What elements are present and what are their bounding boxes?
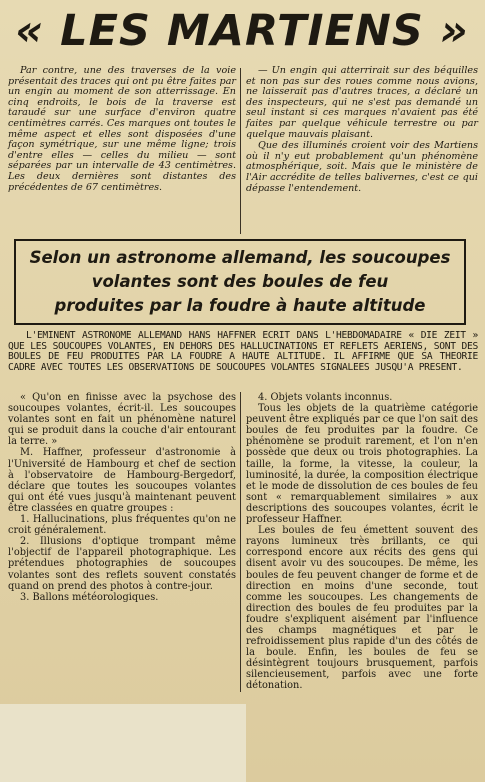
column-divider: [240, 392, 241, 692]
blank-paper-area: [0, 704, 246, 782]
paragraph: Par contre, une des traverses de la voie présentait des traces qui ont pu être faites par un engin au moment de son atterrissage. En cinq endroits, le bois de la traverse est taraudé sur une surface d'environ quatre centimètres carrés. Ces marques ont toutes le même aspect et elles sont disposées d'une façon symétrique, sur une même ligne; trois d'entre elles — celles du milieu — sont séparées par un intervalle de 43 centimètres. Les deux dernières sont distantes des précédentes de 67 centimètres.: [8, 65, 236, 193]
intro-column-right: [246, 66, 478, 194]
subheadline-line: produites par la foudre à haute altitude: [54, 296, 426, 315]
subheadline-line: Selon un astronome allemand, les soucoupes: [29, 248, 451, 267]
lead-text: L'EMINENT ASTRONOME ALLEMAND HANS HAFFNER ECRIT DANS L'HEBDOMADAIRE « DIE ZEIT » QUE LES SOUCOUPES VOLANTES, EN DEHORS DES HALLUCINATIONS ET REFLETS AERIENS, SONT DES BOULES DE FEU PRODUITES PAR LA FOUDRE A HAUTE ALTITUDE. IL AFFIRME QUE SA THEORIE CADRE AVEC TOUTES LES OBSERVATIONS DE SOUCOUPES VOLANTES SIGNALEES JUSQU'A PRESENT.: [8, 330, 478, 373]
intro-column-left: [8, 66, 236, 193]
paragraph: Les boules de feu émettent souvent des rayons lumineux très brillants, ce qui correspond encore aux récits des gens qui disent avoir vu des soucoupes. De même, les boules de feu peuvent changer de forme et de direction en moins d'une seconde, tout comme les soucoupes. Les changements de direction des boules de feu produites par la foudre s'expliquent aisément par l'influence des champs magnétiques et par le refroidissement plus rapide d'un des côtés de la boule. Enfin, les boules de feu se désintègrent toujours brusquement, parfois silencieusement, parfois avec une forte détonation.: [246, 525, 478, 692]
body-column-right: [246, 392, 478, 692]
list-item: 2. Illusions d'optique trompant même l'objectif de l'appareil photographique. Les prétendues photographies de soucoupes volantes sont des reflets souvent constatés quand on prend des photos à contre-jour.: [8, 536, 236, 592]
list-item: 1. Hallucinations, plus fréquentes qu'on ne croit généralement.: [8, 514, 236, 537]
subheadline-line: volantes sont des boules de feu: [91, 272, 389, 291]
paragraph: « Qu'on en finisse avec la psychose des soucoupes volantes, écrit-il. Les soucoupes volantes sont en fait un phénomène naturel qui se produit dans la couche d'air entourant la terre. »: [8, 392, 236, 448]
paragraph: — Un engin qui atterrirait sur des béquilles et non pas sur des roues comme nous avions, ne laisserait pas d'autres traces, a déclaré un des inspecteurs, qui ne s'est pas demandé un seul instant si ces marques n'avaient pas été faites par quelque véhicule terrestre ou par quelque mauvais plaisant.: [246, 65, 478, 140]
headline: « LES MARTIENS »: [15, 6, 469, 56]
subheadline: [30, 246, 451, 318]
subheadline-box: [14, 239, 466, 325]
paragraph: M. Haffner, professeur d'astronomie à l'Université de Hambourg et chef de section à l'observatoire de Hambourg-Bergedorf, déclare que toutes les soucoupes volantes qui ont été vues jusqu'à maintenant peuvent être classées en quatre groupes :: [8, 447, 236, 514]
paragraph: Que des illuminés croient voir des Martiens où il n'y eut probablement qu'un phénomène atmosphérique, soit. Mais que le ministère de l'Air accrédite de telles balivernes, c'est ce qui dépasse l'entendement.: [246, 140, 478, 194]
body-column-left: [8, 392, 236, 603]
column-divider: [240, 68, 241, 234]
paragraph: Tous les objets de la quatrième catégorie peuvent être expliqués par ce que l'on sait des boules de feu produites par la foudre. Ce phénomène se produit rarement, et l'on n'en possède que deux ou trois photographies. La taille, la forme, la vitesse, la couleur, la luminosité, la durée, la composition électrique et le mode de dissolution de ces boules de feu sont « remarquablement similaires » aux descriptions des soucoupes volantes, écrit le professeur Haffner.: [246, 403, 478, 526]
list-item: 3. Ballons météorologiques.: [20, 591, 159, 603]
list-item: 4. Objets volants inconnus.: [258, 392, 393, 403]
lead-paragraph: [8, 331, 478, 373]
